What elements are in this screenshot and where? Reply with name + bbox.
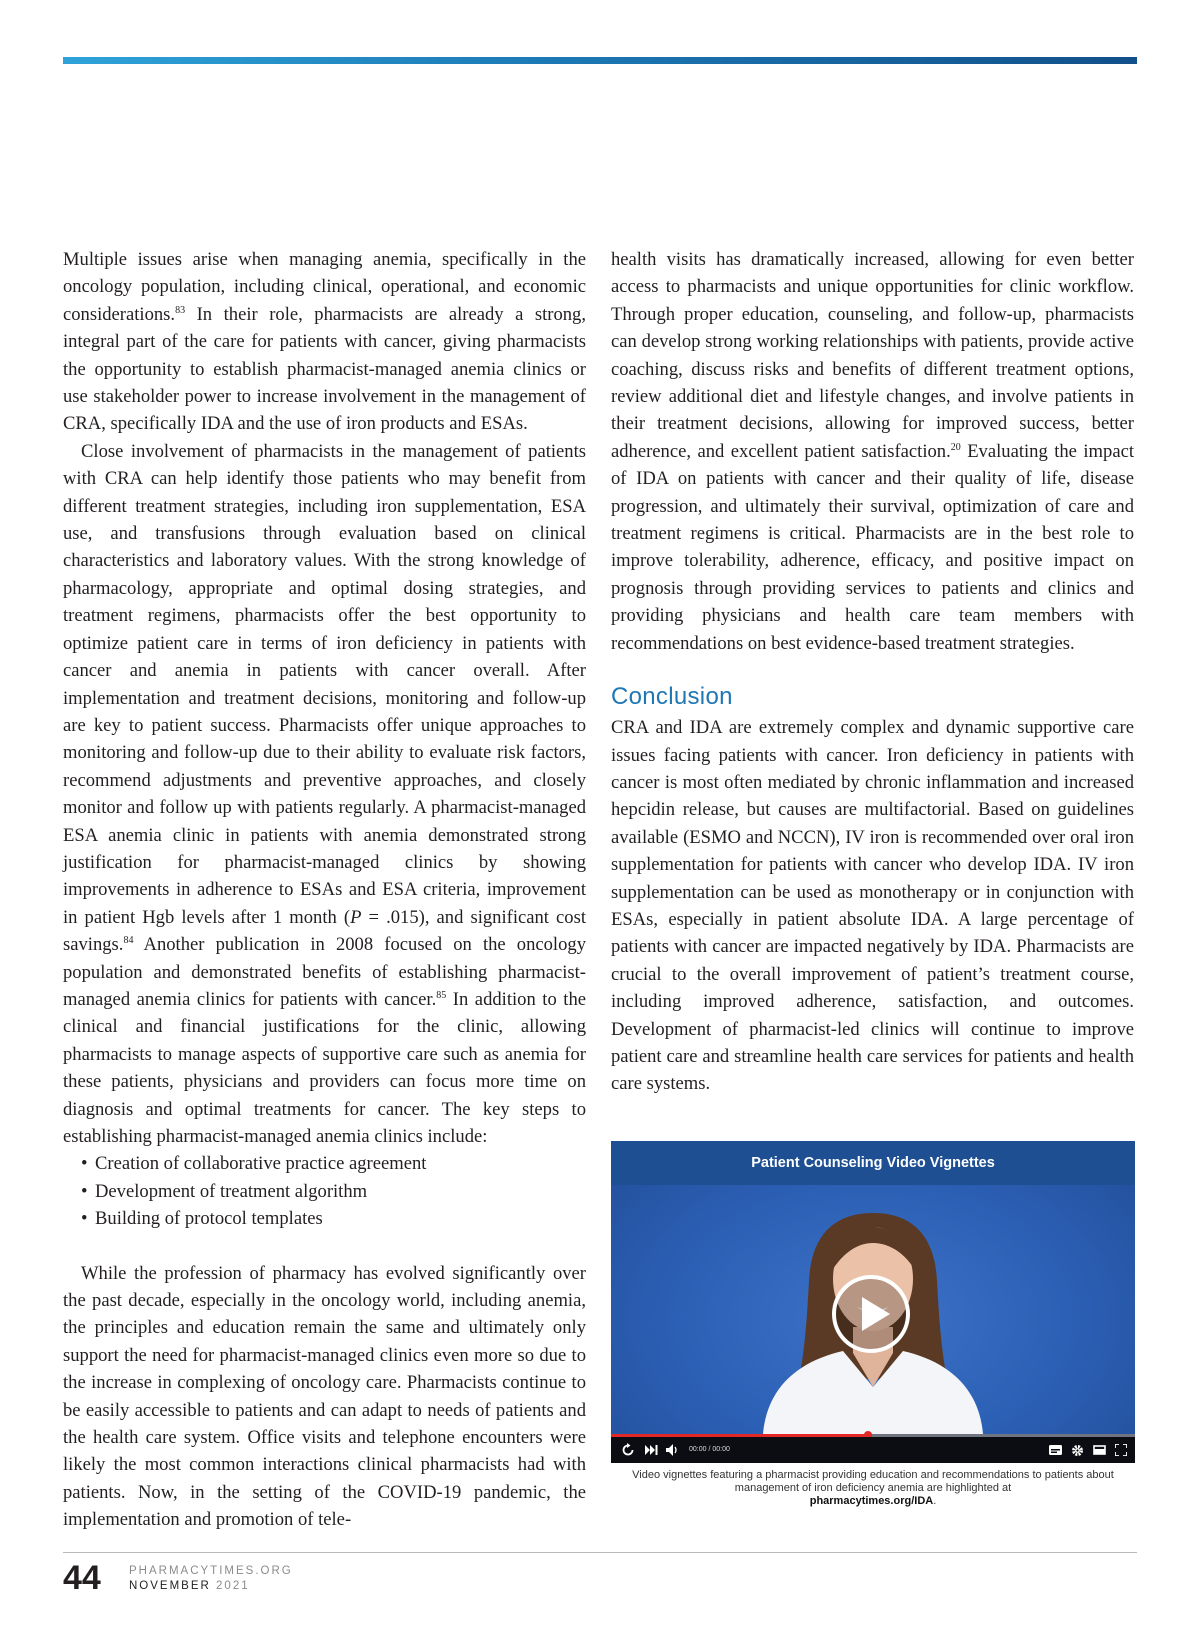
caption-link[interactable]: pharmacytimes.org/IDA [809, 1495, 934, 1507]
paragraph: While the profession of pharmacy has evolved significantly over the past decade, especially in the oncology world, including anemia, the principles and education remain the same and ultimately only support the need for pharmacist-managed clinics even more so due to the increase in complexing of oncology care. Pharmacists continue to be easily accessible to patients and can adapt to needs of patients and the health care system. Office visits and telephone encounters were likely the most common interactions clinical pharmacists had with patients. Now, in the setting of the COVID-19 pandemic, the implementation and promotion of tele- [63, 1262, 586, 1531]
settings-gear-icon[interactable] [1069, 1437, 1085, 1463]
video-controls [611, 1437, 1135, 1463]
list-item: • Building of protocol templates [81, 1205, 586, 1232]
footer-date: NOVEMBER 2021 [129, 1580, 250, 1592]
reference-number: 20 [950, 441, 961, 453]
video-caption: Video vignettes featuring a pharmacist providing education and recommendations to patients about management of iron deficiency anemia are highlighted at pharmacytimes.org/IDA. [632, 1469, 1114, 1507]
right-column [611, 246, 1134, 1098]
volume-icon[interactable] [665, 1437, 681, 1463]
time-readout: 00:00 / 00:00 [689, 1446, 730, 1453]
page-number: 44 [63, 1559, 101, 1597]
header-accent-rule [63, 57, 1137, 64]
paragraph: health visits has dramatically increased, allowing for even better access to pharmacists and unique opportunities for clinic workflow. Through proper education, counseling, and follow-up, pharmacists can develop strong working relationships with patients, provide active coaching, discuss risks and benefits of different treatment options, review additional diet and lifestyle changes, and involve patients in their treatment decisions, allowing for improved success, better adherence, and excellent patient satisfaction.$^{20}$ Evaluating the impact of IDA on patients with cancer and their quality of life, disease progression, and ultimately their survival, optimization of care and treatment regimens is critical. Pharmacists are in the best role to improve tolerability, adherence, efficacy, and positive impact on prognosis through providing services to patients and clinics and providing physicians and health care team members with recommendations on best evidence-based treatment strategies. [611, 249, 1134, 654]
bullet: • [81, 1153, 88, 1175]
bullet: • [81, 1208, 88, 1230]
fullscreen-icon[interactable] [1113, 1437, 1129, 1463]
skip-next-icon[interactable] [643, 1437, 659, 1463]
replay-icon[interactable] [619, 1437, 637, 1463]
reference-number: 85 [436, 989, 447, 1001]
section-heading: Conclusion [611, 683, 733, 711]
reference-number: 83 [175, 304, 186, 316]
left-column [63, 246, 586, 1534]
video-player[interactable] [611, 1141, 1135, 1463]
steps-list [63, 1150, 586, 1232]
paragraph: CRA and IDA are extremely complex and dynamic supportive care issues facing patients with cancer. Iron deficiency in patients with cancer is most often mediated by chronic inflammation and increased hepcidin release, but causes are multifactorial. Based on guidelines available (ESMO and NCCN), IV iron is recommended over oral iron supplementation for patients with cancer who develop IDA. IV iron supplementation can be used as monotherapy or in conjunction with ESAs, especially in patient absolute IDA. A large percentage of patients with cancer are impacted negatively by IDA. Pharmacists are crucial to the overall improvement of patient’s treatment course, including improved adherence, satisfaction, and outcomes. Development of pharmacist-led clinics will continue to improve patient care and streamline health care services for patients and health care systems. [611, 717, 1134, 1095]
footer-rule [63, 1552, 1137, 1553]
captions-icon[interactable] [1047, 1437, 1063, 1463]
play-icon[interactable] [830, 1273, 912, 1355]
paragraph: Multiple issues arise when managing anemia, specifically in the oncology population, including clinical, operational, and economic considerations.$^{83}$ In their role, pharmacists are already a strong, integral part of the care for patients with cancer, giving pharmacists the opportunity to establish pharmacist-managed anemia clinics or use stakeholder power to increase involvement in the management of CRA, specifically IDA and the use of iron products and ESAs. [63, 249, 586, 435]
list-item: • Development of treatment algorithm [81, 1178, 586, 1205]
paragraph: Close involvement of pharmacists in the management of patients with CRA can help identify those patients who may benefit from different treatment strategies, including iron supplementation, ESA use, and transfusions through evaluation based on clinical characteristics and laboratory values. With the strong knowledge of pharmacology, appropriate and optimal dosing strategies, and treatment regimens, pharmacists offer the best opportunity to optimize patient care in terms of iron deficiency in patients with cancer and anemia in patients with cancer overall. After implementation and treatment decisions, monitoring and follow-up are key to patient success. Pharmacists offer unique approaches to monitoring and follow-up due to their ability to evaluate risk factors, recommend adjustments and preventive approaches, and closely monitor and follow up with patients regularly. A pharmacist-managed ESA anemia clinic in patients with anemia demonstrated strong justification for pharmacist-managed clinics by showing improvements in adherence to ESAs and ESA criteria, improvement in patient Hgb levels after 1 month (P = .015), and significant cost savings.$^{84}$ Another publication in 2008 focused on the oncology population and demonstrated benefits of establishing pharmacist-managed anemia clinics for patients with cancer.$^{85}$ In addition to the clinical and financial justifications for the clinic, allowing pharmacists to manage aspects of supportive care such as anemia for these patients, physicians and providers can focus more time on diagnosis and optimal treatments for cancer. The key steps to establishing pharmacist-managed anemia clinics include: [63, 440, 586, 1147]
list-item: • Creation of collaborative practice agreement [81, 1150, 586, 1177]
theater-mode-icon[interactable] [1091, 1437, 1107, 1463]
reference-number: 84 [123, 935, 134, 947]
video-title: Patient Counseling Video Vignettes [611, 1141, 1135, 1185]
footer-site: PHARMACYTIMES.ORG [129, 1565, 293, 1577]
bullet: • [81, 1180, 88, 1202]
